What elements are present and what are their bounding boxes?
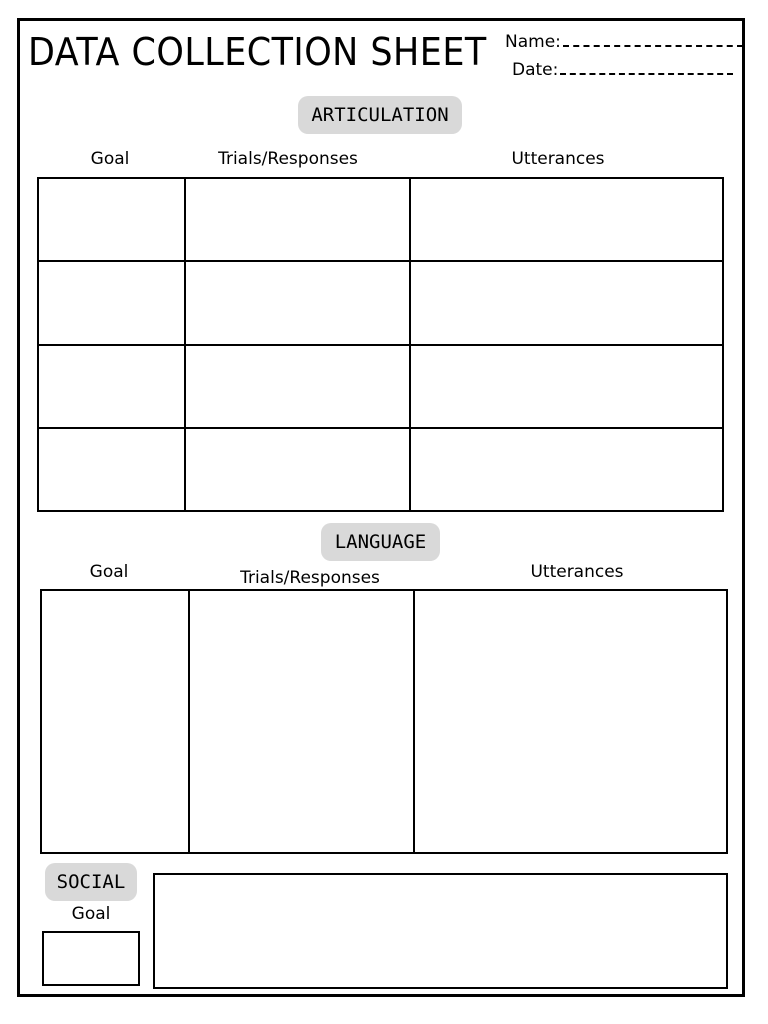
articulation-utterances-cell[interactable] bbox=[410, 345, 723, 428]
articulation-goal-cell[interactable] bbox=[38, 178, 185, 261]
name-field[interactable] bbox=[505, 32, 743, 52]
social-goal-box[interactable] bbox=[42, 931, 140, 986]
table-row bbox=[38, 345, 723, 428]
language-table bbox=[40, 589, 728, 854]
date-field[interactable] bbox=[512, 60, 733, 80]
articulation-utterances-cell[interactable] bbox=[410, 178, 723, 261]
articulation-utterances-cell[interactable] bbox=[410, 261, 723, 344]
social-goal-header: Goal bbox=[71, 904, 111, 924]
articulation-trials-cell[interactable] bbox=[185, 345, 410, 428]
articulation-goal-cell[interactable] bbox=[38, 261, 185, 344]
articulation-utterances-header: Utterances bbox=[511, 149, 605, 169]
social-notes-box[interactable] bbox=[153, 873, 728, 989]
date-label: Date: bbox=[512, 60, 559, 80]
date-blank-line[interactable] bbox=[560, 61, 733, 75]
articulation-trials-cell[interactable] bbox=[185, 178, 410, 261]
name-label: Name: bbox=[505, 32, 561, 52]
language-goal-header: Goal bbox=[89, 562, 129, 582]
articulation-table bbox=[37, 177, 724, 512]
articulation-trials-cell[interactable] bbox=[185, 261, 410, 344]
articulation-trials-cell[interactable] bbox=[185, 428, 410, 511]
table-row bbox=[38, 178, 723, 261]
table-row bbox=[38, 261, 723, 344]
articulation-goal-header: Goal bbox=[90, 149, 130, 169]
language-section-label: LANGUAGE bbox=[321, 523, 440, 561]
articulation-utterances-cell[interactable] bbox=[410, 428, 723, 511]
language-utterances-cell[interactable] bbox=[414, 590, 727, 853]
language-trials-header: Trials/Responses bbox=[240, 568, 380, 588]
articulation-trials-header: Trials/Responses bbox=[218, 149, 358, 169]
language-trials-cell[interactable] bbox=[189, 590, 414, 853]
articulation-goal-cell[interactable] bbox=[38, 428, 185, 511]
table-row bbox=[38, 428, 723, 511]
page-title: DATA COLLECTION SHEET bbox=[28, 30, 487, 74]
social-section-label: SOCIAL bbox=[45, 863, 137, 901]
table-row bbox=[41, 590, 727, 853]
articulation-goal-cell[interactable] bbox=[38, 345, 185, 428]
articulation-section-label: ARTICULATION bbox=[298, 96, 462, 134]
language-utterances-header: Utterances bbox=[530, 562, 624, 582]
name-blank-line[interactable] bbox=[563, 33, 743, 47]
language-goal-cell[interactable] bbox=[41, 590, 189, 853]
